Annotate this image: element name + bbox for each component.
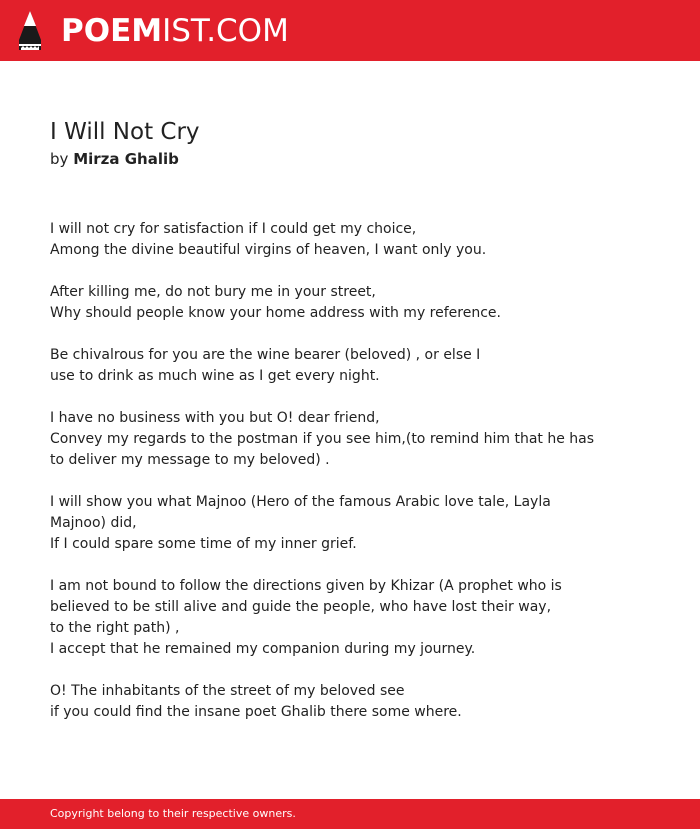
poem-line: if you could find the insane poet Ghalib there some where. (50, 704, 462, 720)
stanza (50, 219, 610, 261)
poem-line: Majnoo) did, (50, 515, 137, 531)
poem-line: I will not cry for satisfaction if I could get my choice, (50, 221, 417, 237)
poem-line: Be chivalrous for you are the wine bearer (beloved) , or else I (50, 347, 481, 363)
logo-light-text: IST.COM (162, 13, 289, 49)
poem-title: I Will Not Cry (50, 119, 200, 145)
by-label: by (50, 150, 69, 168)
poem-body (50, 219, 610, 744)
author-name: Mirza Ghalib (73, 150, 179, 168)
poem-line: to the right path) , (50, 620, 180, 636)
stanza (50, 576, 610, 660)
stanza (50, 282, 610, 324)
pencil-icon (18, 10, 42, 51)
site-logo[interactable] (61, 13, 289, 49)
poem-line: O! The inhabitants of the street of my beloved see (50, 683, 405, 699)
poem-line: Convey my regards to the postman if you see him,(to remind him that he has (50, 431, 595, 447)
stanza (50, 681, 610, 723)
stanza (50, 345, 610, 387)
site-footer (0, 799, 700, 829)
poem-line: I accept that he remained my companion during my journey. (50, 641, 476, 657)
poem-line: use to drink as much wine as I get every night. (50, 368, 380, 384)
logo-bold-text: POEM (61, 13, 163, 49)
poem-line: Why should people know your home address with my reference. (50, 305, 501, 321)
site-header (0, 0, 700, 61)
byline (50, 149, 179, 169)
poem-line: believed to be still alive and guide the people, who have lost their way, (50, 599, 552, 615)
poem-line: to deliver my message to my beloved) . (50, 452, 330, 468)
copyright-text: Copyright belong to their respective owners. (50, 807, 296, 820)
poem-line: Among the divine beautiful virgins of heaven, I want only you. (50, 242, 487, 258)
poem-line: If I could spare some time of my inner grief. (50, 536, 357, 552)
poem-line: After killing me, do not bury me in your street, (50, 284, 376, 300)
poem-line: I will show you what Majnoo (Hero of the famous Arabic love tale, Layla (50, 494, 551, 510)
poem-line: I am not bound to follow the directions given by Khizar (A prophet who is (50, 578, 562, 594)
poem-line: I have no business with you but O! dear friend, (50, 410, 380, 426)
stanza (50, 492, 610, 555)
stanza (50, 408, 610, 471)
